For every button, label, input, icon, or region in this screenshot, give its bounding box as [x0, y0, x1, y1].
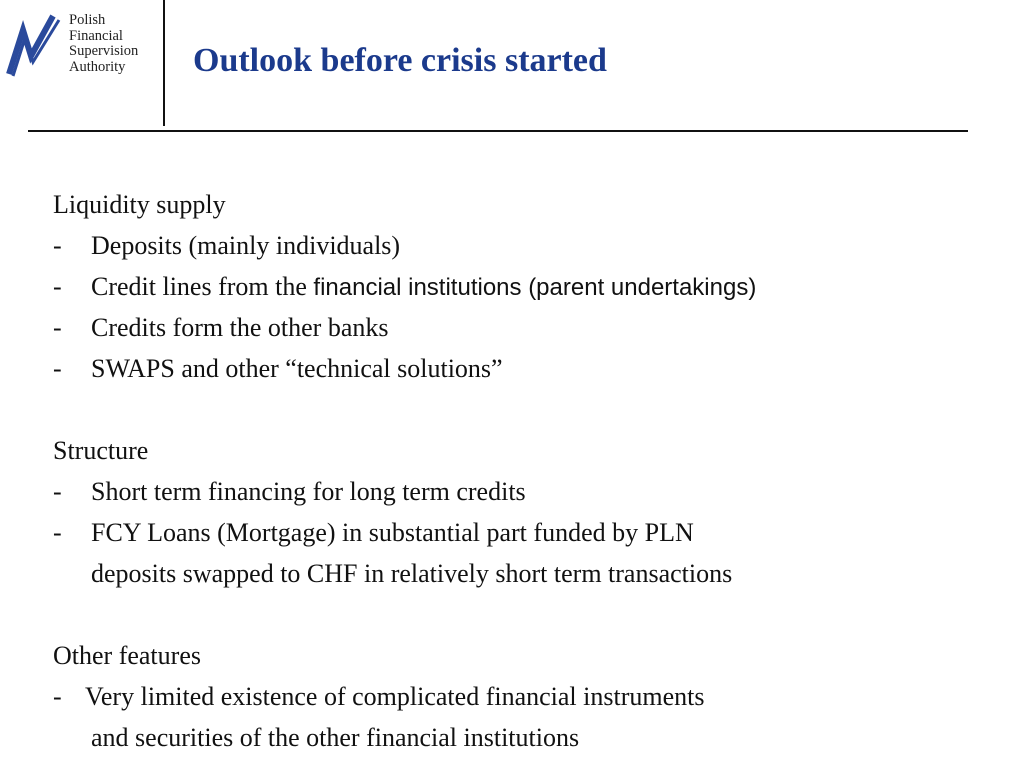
- header-divider-horizontal: [28, 130, 968, 132]
- list-item-text: and securities of the other financial institutions: [91, 723, 580, 752]
- list-item-text: Short term financing for long term credits: [91, 477, 526, 506]
- list-item-text: FCY Loans (Mortgage) in substantial part funded by PLN: [91, 518, 694, 547]
- list-item-text: SWAPS and other “technical solutions”: [91, 354, 503, 383]
- knf-logo-icon: [3, 10, 67, 80]
- list-item: [53, 514, 993, 555]
- list-item-text: Credit lines from the financial institutions (parent undertakings): [91, 272, 757, 301]
- bullet-dash: -: [53, 518, 62, 547]
- list-item: [53, 473, 993, 514]
- bullet-dash: -: [53, 313, 62, 342]
- list-item: [53, 227, 993, 268]
- list-item-continuation: [53, 719, 993, 760]
- header-divider-vertical: [163, 0, 165, 126]
- bullet-dash: -: [53, 477, 62, 506]
- list-item: [53, 309, 993, 350]
- bullet-dash: -: [53, 272, 62, 301]
- list-item-text: Credits form the other banks: [91, 313, 389, 342]
- list-item-text: deposits swapped to CHF in relatively short term transactions: [91, 559, 733, 588]
- slide-title: Outlook before crisis started: [193, 42, 607, 79]
- list-item: [53, 678, 993, 719]
- logo-line: Polish: [69, 12, 106, 28]
- logo-line: Supervision: [69, 43, 139, 59]
- bullet-dash: -: [53, 354, 62, 383]
- logo: [3, 6, 163, 86]
- list-item-text: Very limited existence of complicated financial instruments: [85, 682, 705, 711]
- section-heading-liquidity: Liquidity supply: [53, 190, 226, 219]
- list-item-continuation: [53, 555, 993, 596]
- list-item: [53, 350, 993, 391]
- bullet-dash: -: [53, 231, 62, 260]
- logo-text: [69, 13, 138, 75]
- list-item: [53, 268, 993, 309]
- slide-body: [53, 186, 993, 760]
- list-item-text-sans: financial institutions (parent undertakings): [313, 274, 757, 301]
- bullet-dash: -: [53, 682, 62, 711]
- section-heading-structure: Structure: [53, 436, 149, 465]
- section-heading-other: Other features: [53, 641, 201, 670]
- logo-line: Authority: [69, 58, 126, 75]
- logo-line: Financial: [69, 27, 123, 44]
- list-item-text: Deposits (mainly individuals): [91, 231, 401, 260]
